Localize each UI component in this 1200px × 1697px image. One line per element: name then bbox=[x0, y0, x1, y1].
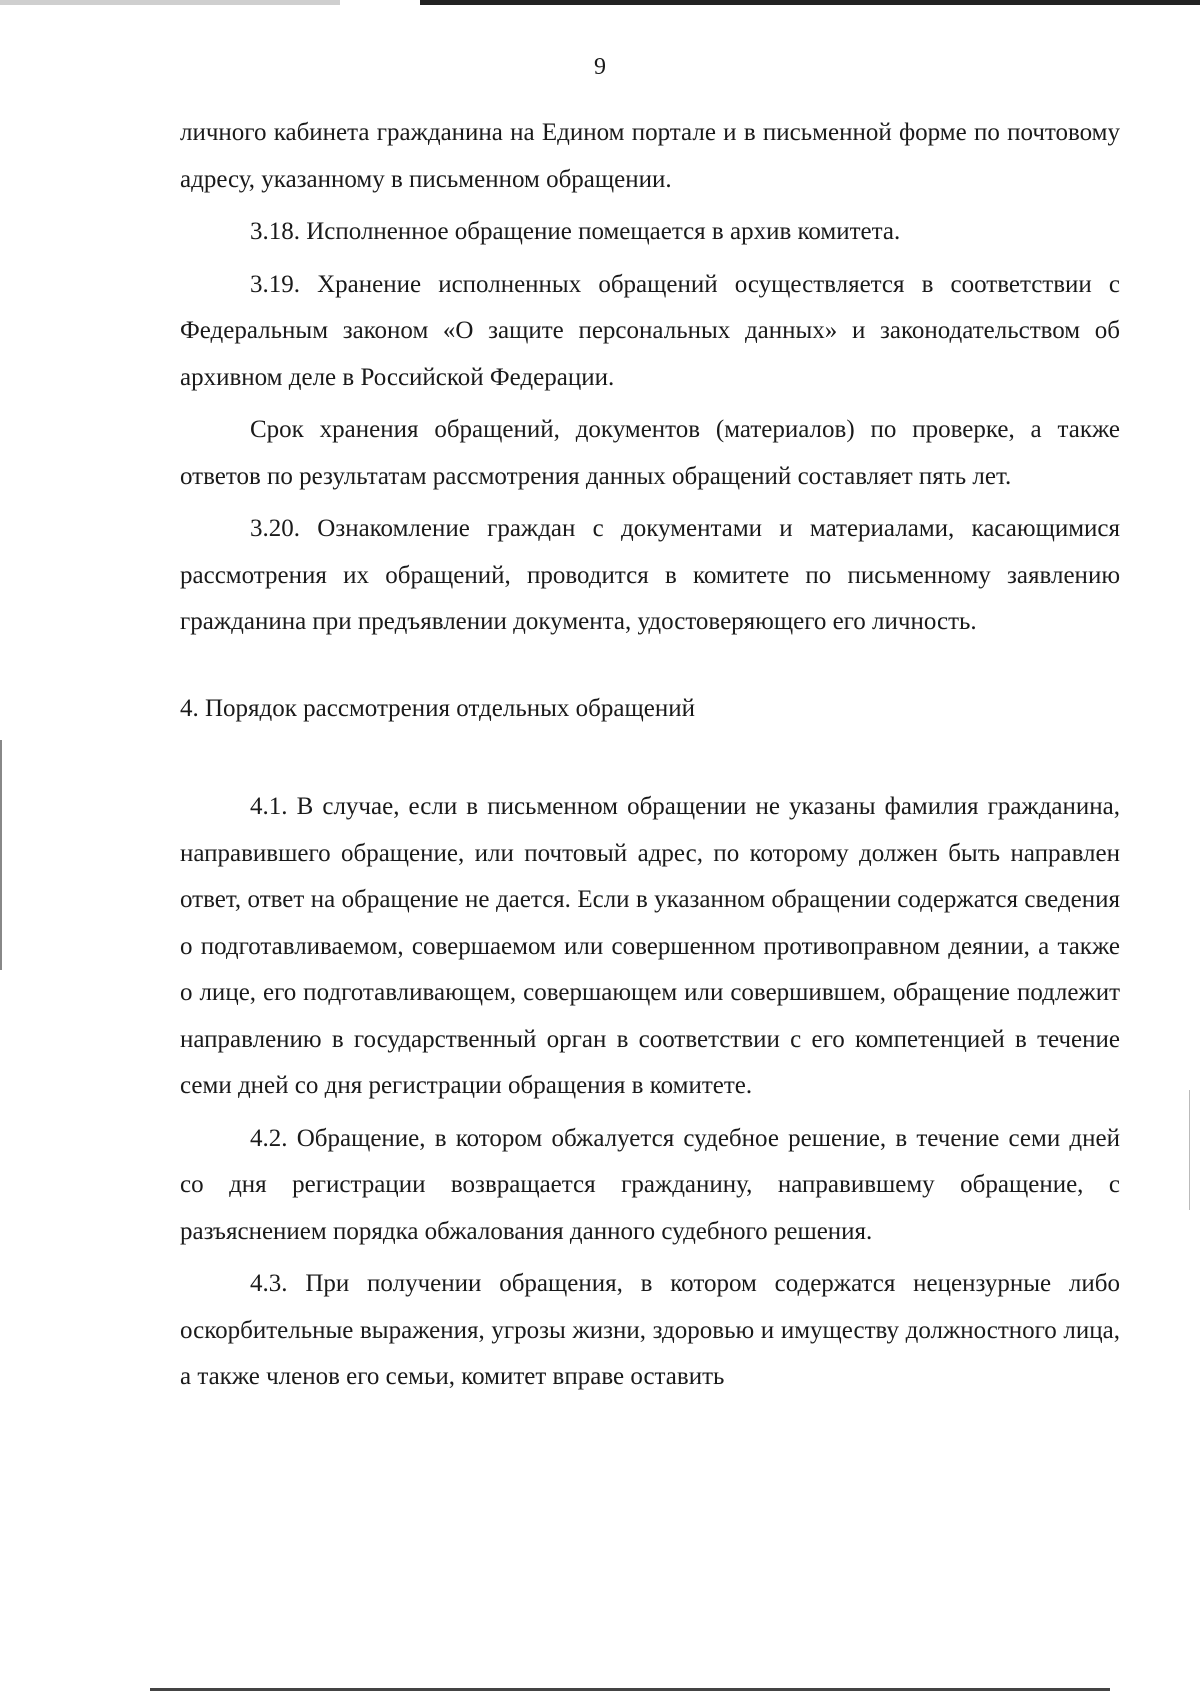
paragraph-4-2: 4.2. Обращение, в котором обжалуется судебное решение, в течение семи дней со дня регистрации возвращается гражданину, направившему обращение, с разъяснением порядка обжалования данного судебного решения. bbox=[180, 1124, 1120, 1245]
scan-margin-mark bbox=[1189, 1090, 1190, 1210]
paragraph-continuation: личного кабинета гражданина на Едином портале и в письменной форме по почтовому адресу, указанному в письменном обращении. bbox=[180, 119, 1120, 193]
page-number: 9 bbox=[594, 54, 606, 80]
scan-border-top bbox=[0, 0, 1200, 5]
paragraph-storage-term: Срок хранения обращений, документов (материалов) по проверке, а также ответов по результатам рассмотрения данных обращений составляет пять лет. bbox=[180, 416, 1120, 490]
document-body bbox=[180, 110, 1120, 1407]
scan-border-bottom bbox=[150, 1688, 1110, 1691]
paragraph-3-19: 3.19. Хранение исполненных обращений осуществляется в соответствии с Федеральным законом «О защите персональных данных» и законодательством об архивном деле в Российской Федерации. bbox=[180, 270, 1120, 391]
paragraph-3-18: 3.18. Исполненное обращение помещается в архив комитета. bbox=[250, 218, 901, 245]
scan-margin-mark bbox=[0, 740, 2, 970]
paragraph-4-1: 4.1. В случае, если в письменном обращении не указаны фамилия гражданина, направившего обращение, или почтовый адрес, по которому должен быть направлен ответ, ответ на обращение не дается. Если в указанном обращении содержатся сведения о подготавливаемом, совершаемом или совершенном противоправном деянии, а также о лице, его подготавливающем, совершающем или совершившем, обращение подлежит направлению в государственный орган в соответствии с его компетенцией в течение семи дней со дня регистрации обращения в комитете. bbox=[180, 793, 1120, 1099]
section-heading: 4. Порядок рассмотрения отдельных обращений bbox=[180, 694, 695, 722]
paragraph-3-20: 3.20. Ознакомление граждан с документами и материалами, касающимися рассмотрения их обращений, проводится в комитете по письменному заявлению гражданина при предъявлении документа, удостоверяющего его личность. bbox=[180, 515, 1120, 635]
paragraph-4-3: 4.3. При получении обращения, в котором содержатся нецензурные либо оскорбительные выражения, угрозы жизни, здоровью и имуществу должностного лица, а также членов его семьи, комитет вправе оставить bbox=[180, 1270, 1120, 1390]
